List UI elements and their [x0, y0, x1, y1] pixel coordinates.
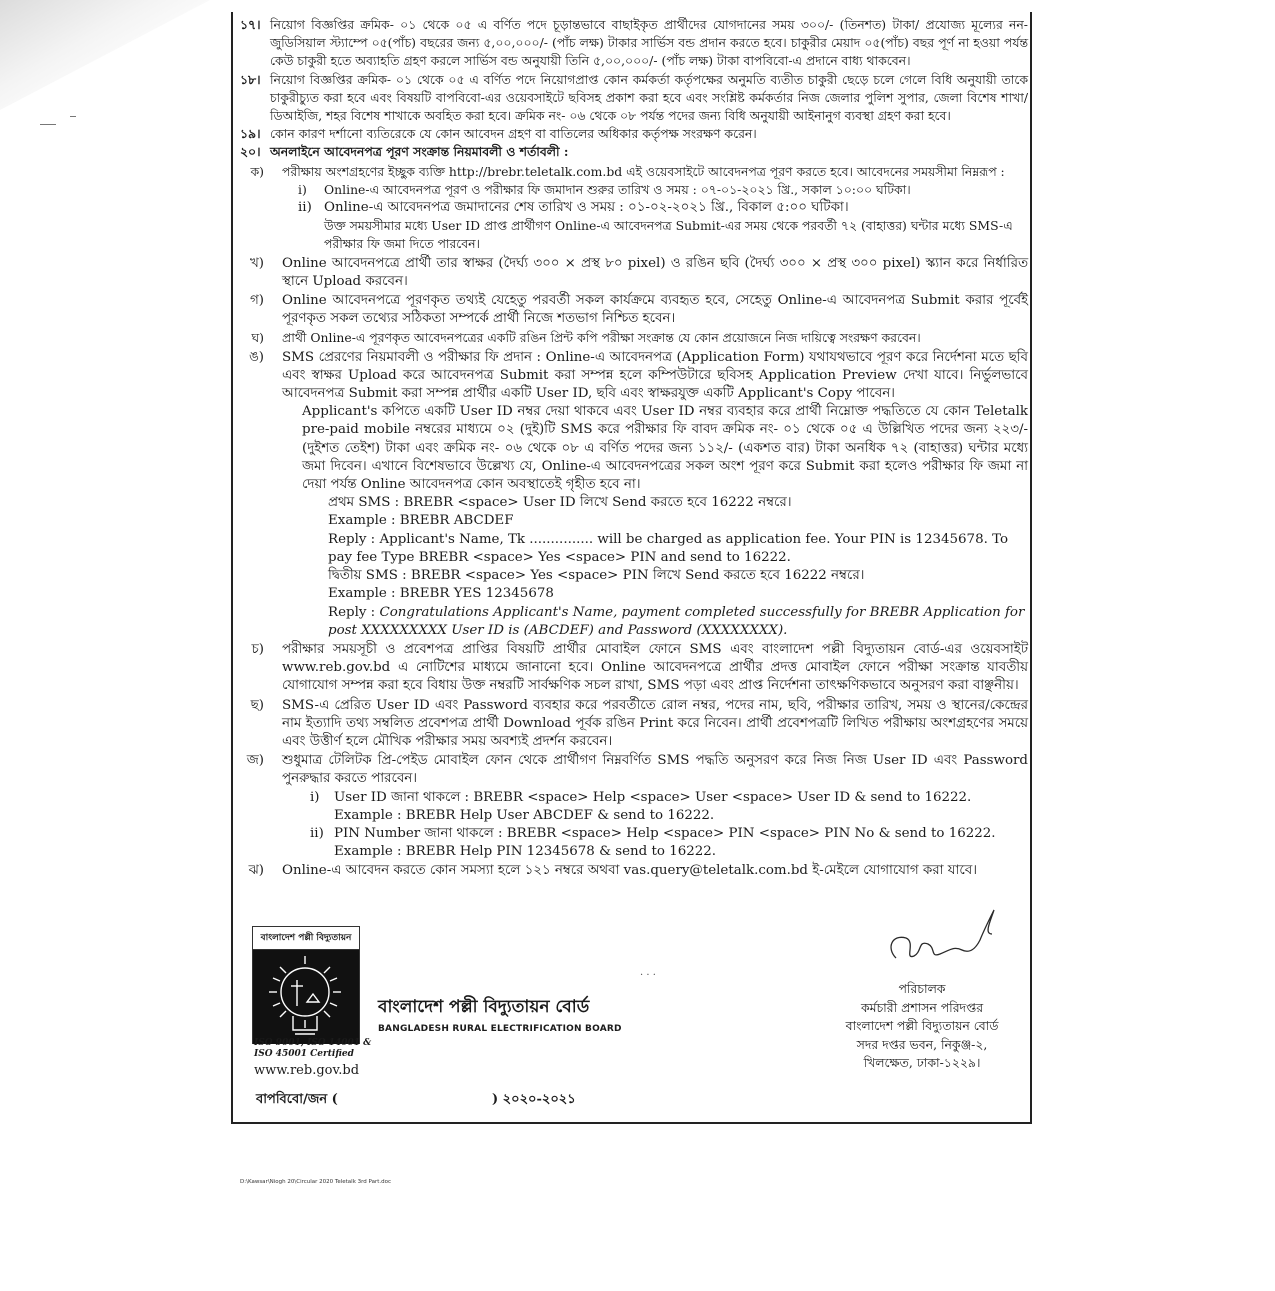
- paragraph-19: [240, 125, 1028, 143]
- logo-title: বাংলাদেশ পল্লী বিদ্যুতায়ন: [253, 927, 359, 950]
- item-cha: [240, 641, 1028, 696]
- item-kha: [240, 255, 1028, 291]
- sms-first-example: Example : BREBR ABCDEF: [328, 513, 514, 529]
- sms-first: প্রথম SMS : BREBR <space> User ID লিখে Send করতে হবে 16222 নম্বরে।: [328, 495, 792, 511]
- signatory-address: সদর দপ্তর ভবন, নিকুঞ্জ-২,: [856, 1036, 988, 1052]
- sub-text: Online-এ আবেদনপত্র জমাদানের শেষ তারিখ ও সময় : ০১-০২-২০২১ খ্রি., বিকাল ৫:০০ ঘটিকা।: [324, 200, 849, 216]
- paragraph-number: ১৮।: [240, 71, 261, 87]
- org-name-english: BANGLADESH RURAL ELECTRIFICATION BOARD: [378, 1024, 622, 1034]
- item-label: ক): [250, 163, 264, 179]
- item-ga: [240, 292, 1028, 328]
- item-text: Online আবেদনপত্রে পূরণকৃত তথ্যই যেহেতু পরবর্তী সকল কার্যক্রমে ব্যবহৃত হবে, সেহেতু Online-এ আবেদনপত্র Submit করার পূর্বেই পূরণকৃত সকল তথ্যের সঠিকতা সম্পর্কে প্রার্থী নিজে শতভাগ নিশ্চিত হবেন।: [282, 293, 1028, 327]
- item-text: SMS-এ প্রেরিত User ID এবং Password ব্যবহার করে পরবর্তীতে রোল নম্বর, পদের নাম, ছবি, পরীক্ষার তারিখ, সময় ও স্থানের/কেন্দ্রের নাম ইত্যাদি তথ্য সম্বলিত প্রবেশপত্র প্রার্থী Download পূর্বক রঙিন Print করে নিবেন। প্রার্থী প্রবেশপত্রটি লিখিত পরীক্ষায় অংশগ্রহণের সময়ে এবং উত্তীর্ণ হলে মৌখিক পরীক্ষার সময় অবশ্যই প্রদর্শন করবেন।: [282, 697, 1028, 749]
- sub-label: ii): [310, 825, 324, 841]
- paragraph-number: ১৯।: [240, 126, 261, 142]
- item-text: Online-এ আবেদন করতে কোন সমস্যা হলে ১২১ নম্বরে অথবা vas.query@teletalk.com.bd ই-মেইলে যোগাযোগ করা যাবে।: [282, 863, 977, 879]
- item-label: ছ): [250, 697, 264, 713]
- item-gha: [240, 329, 1028, 347]
- sms-second-reply: [328, 604, 1028, 640]
- item-text: Online আবেদনপত্রে প্রার্থী তার স্বাক্ষর (দৈর্ঘ্য ৩০০ × প্রস্থ ৮০ pixel) ও রঙিন ছবি (দৈর্ঘ্য ৩০০ × প্রস্থ ৩০০ pixel) স্ক্যান করে নির্ধারিত স্থানে Upload করবেন।: [282, 255, 1028, 289]
- reference-number-suffix: ) ২০২০-২০২১: [492, 1092, 576, 1107]
- sms-second: দ্বিতীয় SMS : BREBR <space> Yes <space> PIN লিখে Send করতে হবে 16222 নম্বরে।: [328, 568, 865, 584]
- item-ka-sub-1: [298, 181, 1028, 199]
- reply-label: Reply :: [328, 604, 376, 620]
- website-link[interactable]: www.reb.gov.bd: [254, 1063, 360, 1078]
- sms-second-example: Example : BREBR YES 12345678: [328, 586, 554, 602]
- item-label: ঝ): [248, 863, 264, 879]
- item-uma: [240, 349, 1028, 404]
- item-ka: [240, 163, 1028, 181]
- bulb-icon: [253, 950, 358, 1044]
- iso-line: ISO 45001 Certified: [254, 1048, 354, 1059]
- sub-text: Online-এ আবেদনপত্র পূরণ ও পরীক্ষার ফি জমাদান শুরুর তারিখ ও সময় : ০৭-০১-২০২১ খ্রি., সকাল ১০:০০ ঘটিকা।: [324, 181, 911, 197]
- sms-instructions: [328, 494, 1028, 640]
- item-ka-note: উক্ত সময়সীমার মধ্যে User ID প্রাপ্ত প্রার্থীগণ Online-এ আবেদনপত্র Submit-এর সময় থেকে পরবর্তী ৭২ (বাহাত্তর) ঘন্টার মধ্যে SMS-এ পরীক্ষার ফি জমা দিতে পারবেন।: [324, 218, 1013, 252]
- signature: [880, 900, 1010, 980]
- scan-speck: · · ·: [640, 970, 656, 981]
- item-label: ঘ): [251, 330, 264, 346]
- item-text: পরীক্ষায় অংশগ্রহণের ইচ্ছুক ব্যক্তি http://brebr.teletalk.com.bd এই ওয়েবসাইটে আবেদনপত্র পূরণ করতে হবে। আবেদনের সময়সীমা নিম্নরূপ :: [282, 163, 1005, 179]
- item-text: শুধুমাত্র টেলিটক প্রি-পেইড মোবাইল ফোন থেকে প্রার্থীগণ নিম্নবর্ণিত SMS পদ্ধতি অনুসরণ করে নিজ নিজ User ID এবং Password পুনরুদ্ধার করতে পারবেন।: [282, 753, 1028, 787]
- signatory-address: খিলক্ষেত, ঢাকা-১২২৯।: [863, 1055, 981, 1070]
- item-label: গ): [249, 293, 264, 309]
- org-name-bangla: বাংলাদেশ পল্লী বিদ্যুতায়ন বোর্ড: [378, 997, 590, 1017]
- sub-text: User ID জানা থাকলে : BREBR <space> Help <space> User <space> User ID & send to 16222.: [334, 789, 972, 805]
- file-path-footer: D:\Kawsar\Niogh 20\Circular 2020 Teletalk 3rd Part.doc: [240, 1179, 392, 1185]
- signatory-title: পরিচালক: [898, 981, 946, 996]
- signatory-org: বাংলাদেশ পল্লী বিদ্যুতায়ন বোর্ড: [845, 1018, 999, 1033]
- item-label: জ): [246, 753, 264, 769]
- item-ja-sub-2: [310, 825, 1028, 843]
- heading-text: অনলাইনে আবেদনপত্র পূরণ সংক্রান্ত নিয়মাবলী ও শর্তাবলী :: [270, 144, 569, 160]
- item-uma-details: Applicant's কপিতে একটি User ID নম্বর দেয়া থাকবে এবং User ID নম্বর ব্যবহার করে প্রার্থী নিম্নোক্ত পদ্ধতিতে যে কোন Teletalk pre-paid mobile নম্বরের মাধ্যমে ০২ (দুই)টি SMS করে পরীক্ষার ফি বাবদ ক্রমিক নং- ০১ থেকে ০৫ এ উল্লিখিত পদের জন্য ২২৩/- (দুইশত তেইশ) টাকা এবং ক্রমিক নং- ০৬ থেকে ০৮ এ বর্ণিত পদের জন্য ১১২/- (একশত বার) টাকা অনধিক ৭২ (বাহাত্তর) ঘন্টার মধ্যে জমা দিবেন। এখানে বিশেষভাবে উল্লেখ্য যে, Online-এ আবেদনপত্রের সকল অংশ পূরণ করে Submit করা হলেও পরীক্ষার ফি জমা না দেয়া পর্যন্ত Online আবেদনপত্র কোন অবস্থাতেই গৃহীত হবে না।: [302, 404, 1028, 493]
- paragraph-text: নিয়োগ বিজ্ঞপ্তির ক্রমিক- ০১ থেকে ০৫ এ বর্ণিত পদে নিয়োগপ্রাপ্ত কোন কর্মকর্তা কর্তৃপক্ষের অনুমতি ব্যতীত চাকুরী ছেড়ে চলে গেলে বিধি অনুযায়ী তাকে চাকুরীচ্যুত করা হবে এবং বিষয়টি বাপবিবো-এর ওয়েবসাইটে ছবিসহ প্রকাশ করা হবে এবং সংশ্লিষ্ট কর্মকর্তার নিজ জেলার পুলিশ সুপার, জেলা বিশেষ শাখা/ ডিআইজি, শহর বিশেষ শাখাকে অবহিত করা হবে। ক্রমিক নং- ০৬ থেকে ০৮ পর্যন্ত পদের জন্য বিধি অনুযায়ী আইনানুগ ব্যবস্থা গ্রহণ করা হবে।: [270, 71, 1028, 124]
- scan-edge-shadow: [0, 0, 230, 120]
- reference-number-prefix: বাপবিবো/জন (: [256, 1092, 338, 1107]
- sms-first-reply: Reply : Applicant's Name, Tk ............... will be charged as application fee. Your PIN is 12345678. To pay fee Type BREBR <space> Yes <space> PIN and send to 16222.: [328, 531, 1009, 565]
- item-label: চ): [251, 641, 264, 657]
- signatory-block: [832, 980, 1012, 1073]
- sub-label: ii): [298, 200, 312, 216]
- reply-text: Congratulations Applicant's Name, payment completed successfully for BREBR Application for post XXXXXXXXX User ID is (ABCDEF) and Password (XXXXXXXX).: [328, 604, 1025, 638]
- scan-mark: [70, 116, 76, 117]
- item-label: খ): [249, 255, 264, 271]
- reb-logo: [252, 926, 360, 1044]
- item-jha: [240, 862, 1028, 880]
- paragraph-number: ১৭।: [240, 17, 261, 32]
- item-chha: [240, 697, 1028, 752]
- iso-line: ISO 9001, ISO 14001 &: [254, 1038, 372, 1048]
- section-heading-20: [240, 143, 1028, 161]
- signatory-dept: কর্মচারী প্রশাসন পরিদপ্তর: [860, 999, 984, 1015]
- iso-certification: [254, 1038, 374, 1059]
- item-ja-sub-1: [310, 789, 1028, 807]
- sub-label: i): [310, 789, 320, 805]
- item-text: পরীক্ষার সময়সূচী ও প্রবেশপত্র প্রাপ্তির বিষয়টি প্রার্থীর মোবাইল ফোনে SMS এবং বাংলাদেশ পল্লী বিদ্যুতায়ন বোর্ড-এর ওয়েবসাইট www.reb.gov.bd এ নোটিশের মাধ্যমে জানানো হবে। Online আবেদনপত্রে প্রার্থীর প্রদত্ত মোবাইল ফোনে পরীক্ষা সংক্রান্ত যাবতীয় যোগাযোগ সম্পন্ন করা হবে বিধায় উক্ত নম্বরটি সার্বক্ষণিক সচল রাখা, SMS পড়া এবং প্রাপ্ত নির্দেশনা তাৎক্ষণিকভাবে অনুসরণ করা বাঞ্ছনীয়।: [282, 641, 1028, 694]
- sub-label: i): [298, 181, 307, 197]
- logo-emblem: [253, 950, 359, 1044]
- paragraph-text: নিয়োগ বিজ্ঞপ্তির ক্রমিক- ০১ থেকে ০৫ এ বর্ণিত পদে চূড়ান্তভাবে বাছাইকৃত প্রার্থীদের যোগদানের সময় ৩০০/- (তিনশত) টাকা/ প্রযোজ্য মূল্যের নন-জুডিসিয়াল স্ট্যাম্পে ০৫(পাঁচ) বছরের জন্য ৫,০০,০০০/- (পাঁচ লক্ষ) টাকার সার্ভিস বন্ড প্রদান করতে হবে। চাকুরীর মেয়াদ ০৫(পাঁচ) বছর পূর্ণ না হওয়া পর্যন্ত কেউ চাকুরী হতে অব্যাহতি গ্রহণ করলে সার্ভিস বন্ড অনুযায়ী তিনি ৫,০০,০০০/- (পাঁচ লক্ষ) টাকা বাপবিবো-এ প্রদানে বাধ্য থাকবেন।: [270, 17, 1028, 69]
- item-ja-sub-2-example: Example : BREBR Help PIN 12345678 & send to 16222.: [334, 844, 717, 860]
- paragraph-18: [240, 71, 1028, 126]
- paragraph-text: কোন কারণ দর্শানো ব্যতিরেকে যে কোন আবেদন গ্রহণ বা বাতিলের অধিকার কর্তৃপক্ষ সংরক্ষণ করেন।: [270, 126, 757, 142]
- item-label: ঙ): [248, 349, 264, 365]
- item-ja-sub-1-example: Example : BREBR Help User ABCDEF & send to 16222.: [334, 807, 715, 823]
- item-ja: [240, 752, 1028, 788]
- item-text: প্রার্থী Online-এ পূরণকৃত আবেদনপত্রের একটি রঙিন প্রিন্ট কপি পরীক্ষা সংক্রান্ত যে কোন প্রয়োজনে নিজ দায়িত্বে সংরক্ষণ করবেন।: [282, 330, 921, 346]
- item-ka-sub-2: [298, 199, 1028, 217]
- document-body: [240, 16, 1028, 881]
- sub-text: PIN Number জানা থাকলে : BREBR <space> Help <space> PIN <space> PIN No & send to 16222.: [334, 825, 996, 841]
- paragraph-number: ২০।: [240, 144, 261, 160]
- scan-mark: [40, 124, 56, 125]
- item-text: SMS প্রেরণের নিয়মাবলী ও পরীক্ষার ফি প্রদান : Online-এ আবেদনপত্র (Application Form) যথাযথভাবে পূরণ করে নির্দেশনা মতে ছবি এবং স্বাক্ষর Upload করে আবেদনপত্র Submit করা সম্পন্ন হলে কম্পিউটারে ছবিসহ Application Preview দেখা যাবে। নির্ভুলভাবে আবেদনপত্র Submit করা সম্পন্ন প্রার্থীর একটি User ID, ছবি এবং স্বাক্ষরযুক্ত একটি Applicant's Copy পাবেন।: [282, 349, 1028, 402]
- paragraph-17: [240, 16, 1028, 71]
